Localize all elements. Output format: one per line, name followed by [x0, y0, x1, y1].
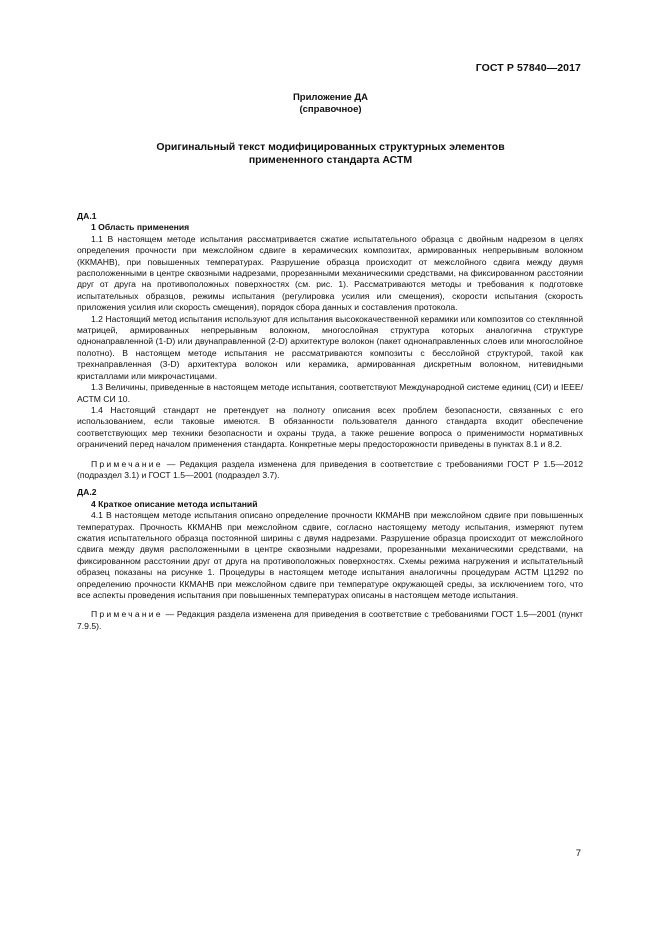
appendix-subtitle: (справочное)	[299, 104, 362, 115]
page-number: 7	[575, 848, 581, 859]
paragraph-1-4: 1.4 Настоящий стандарт не претендует на полноту описания всех проблем безопасности, связанных с его использованием, если таковые имеются. В обязанности пользователя данного стандарта входит обеспечение соответствующих мер техники безопасности и охраны труда, а также решение вопроса о применимости нормативных ограничений перед началом применения стандарта. Конкретные меры предосторожности приведены в пунктах 8.1 и 8.2.	[77, 404, 583, 450]
note-text: — Редакция раздела изменена для приведения в соответствие с требованиями ГОСТ Р 1.5—2012 (подраздел 3.1) и ГОСТ 1.5—2001 (подраздел 3.7).	[77, 458, 583, 480]
note-label: Примечание	[91, 458, 163, 469]
note-da1	[77, 459, 583, 482]
paragraph-4-1: 4.1 В настоящем методе испытания описано определение прочности ККМАНВ при межслойном сдвиге при повышенных температурах. Прочность ККМАНВ при межслойном сдвиге, согласно настоящему методу испытания, измеряют путем сжатия испытательного образца постоянной ширины с двумя надрезами. Разрушение образца происходит от межслойного сдвига между двумя расположенными в центре сквозными надрезами, прорезанными механическими средствами, на фиксированном расстоянии друг от друга на противоположных поверхностях. Схемы режима нагружения и испытательный образец показаны на рисунке 1. Процедуры в настоящем методе испытания аналогичны процедурам АСТМ Ц1292 по определению прочности ККМАНВ при межслойном сдвиге при температуре окружающей среды, за исключением того, что все аспекты проведения испытания при повышенных температурах описаны в настоящем методе испытания.	[77, 510, 583, 600]
section-title: 1 Область применения	[91, 222, 190, 233]
paragraph-1-3: 1.3 Величины, приведенные в настоящем методе испытания, соответствуют Международной системе единиц (СИ) и IEEE/АСТМ СИ 10.	[77, 382, 583, 404]
note-text: — Редакция раздела изменена для приведения в соответствие с требованиями ГОСТ 1.5—2001 (пункт 7.9.5).	[77, 609, 583, 631]
document-title-line2: примененного стандарта АСТМ	[248, 154, 413, 166]
paragraph-1-1: 1.1 В настоящем методе испытания рассматривается сжатие испытательного образца с двойным надрезом в целях определения прочности при межслойном сдвиге в керамических композитах, армированных непрерывным волокном (ККМАНВ), при повышенных температурах. Разрушение образца происходит от межслойного сдвига между двумя расположенными в центре сквозными надрезами, прорезанными механическими средствами, на фиксированном расстоянии друг от друга на противоположных поверхностях (см. рис. 1). Рассматриваются методы и требования к подготовке испытательных образцов, режимы испытания (регулировка усилия или смещения), скорости испытания (скорость приложения усилия или скорость смещения), порядок сбора данных и составления протокола.	[77, 233, 583, 313]
paragraph-1-2: 1.2 Настоящий метод испытания используют для испытания высококачественной керамики или композитов со стеклянной матрицей, армированных непрерывным волокном, многослойная структура которых аналогична структуре однонаправленной (1-D) или двунаправленной (2-D) архитектуре волокон (пакет однонаправленных слоев или многослойное полотно). В настоящем методе испытания не рассматриваются композиты с бесслойной структурой, такой как трехнаправленная (3-D) архитектура волокон или керамика, армированная дискретным волокном, нитевидными кристаллами или микрочастицами.	[77, 313, 583, 381]
section-code: ДА.2	[77, 487, 97, 498]
appendix-title: Приложение ДА	[292, 92, 369, 103]
standard-number: ГОСТ Р 57840—2017	[475, 62, 581, 74]
document-title-line1: Оригинальный текст модифицированных структурных элементов	[156, 141, 505, 153]
note-da2	[77, 609, 583, 632]
appendix-heading	[0, 92, 661, 116]
section-da2	[77, 487, 583, 632]
section-code: ДА.1	[77, 211, 97, 221]
section-da1	[77, 211, 583, 481]
document-body	[77, 211, 583, 632]
section-title: 4 Краткое описание метода испытаний	[91, 498, 258, 509]
note-label: Примечание	[91, 609, 163, 620]
document-title	[60, 141, 601, 167]
